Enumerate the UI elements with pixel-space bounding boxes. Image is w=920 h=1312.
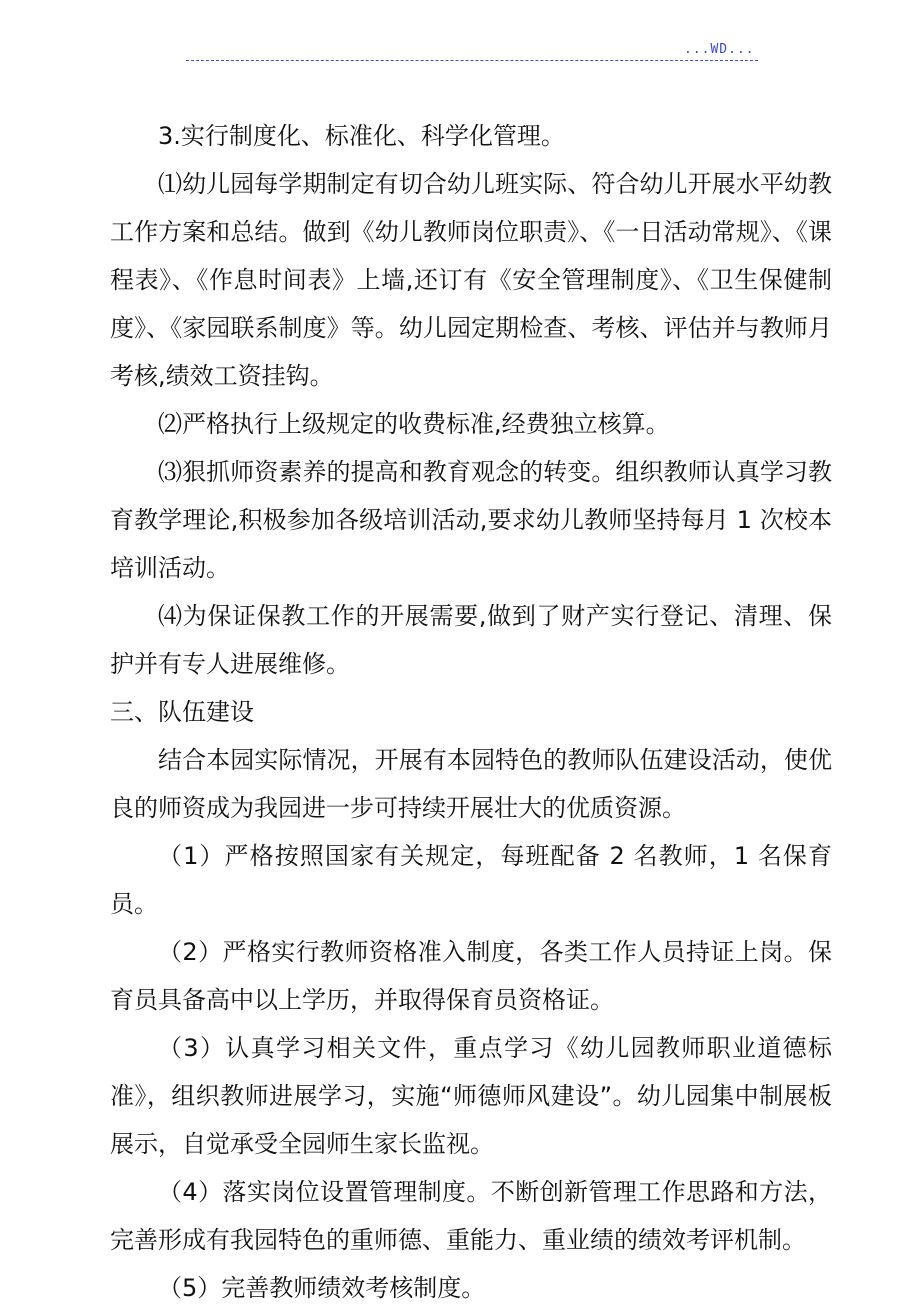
paragraph-item-3: ⑶狠抓师资素养的提高和教育观念的转变。组织教师认真学习教育教学理论,积极参加各级培训活动,要求幼儿教师坚持每月 1 次校本培训活动。 — [110, 458, 832, 582]
intro-paragraph: 结合本园实际情况，开展有本园特色的教师队伍建设活动，使优良的师资成为我园进一步可持续开展壮大的优质资源。 — [110, 746, 832, 822]
paragraph-item-1: ⑴幼儿园每学期制定有切合幼儿班实际、符合幼儿开展水平幼教工作方案和总结。做到《幼儿教师岗位职责》、《一日活动常规》、《课程表》、《作息时间表》上墙,还订有《安全管理制度》、《卫生保健制度》、《家园联系制度》等。幼儿园定期检查、考核、评估并与教师月考核,绩效工资挂钩。 — [110, 170, 832, 390]
team-item-1: （1）严格按照国家有关规定，每班配备 2 名教师，1 名保育员。 — [110, 842, 832, 918]
section-three-heading: 三、队伍建设 — [110, 698, 254, 726]
paragraph-item-2: ⑵严格执行上级规定的收费标准,经费独立核算。 — [158, 410, 670, 438]
paragraph-item-4: ⑷为保证保教工作的开展需要,做到了财产实行登记、清理、保护并有专人进展维修。 — [110, 602, 832, 678]
team-item-5: （5）完善教师绩效考核制度。 — [158, 1274, 486, 1302]
team-item-2: （2）严格实行教师资格准入制度，各类工作人员持证上岗。保育员具备高中以上学历，并取得保育员资格证。 — [110, 938, 832, 1014]
header-rule — [186, 60, 758, 61]
document-body — [110, 112, 832, 1312]
team-item-3: （3）认真学习相关文件，重点学习《幼儿园教师职业道德标准》，组织教师进展学习，实施“师德师风建设”。幼儿园集中制展板展示，自觉承受全园师生家长监视。 — [110, 1034, 832, 1158]
section3-title: 3.实行制度化、标准化、科学化管理。 — [158, 122, 565, 150]
header-mark: ...WD... — [684, 42, 755, 57]
team-item-4: （4）落实岗位设置管理制度。不断创新管理工作思路和方法，完善形成有我园特色的重师德、重能力、重业绩的绩效考评机制。 — [110, 1178, 832, 1254]
